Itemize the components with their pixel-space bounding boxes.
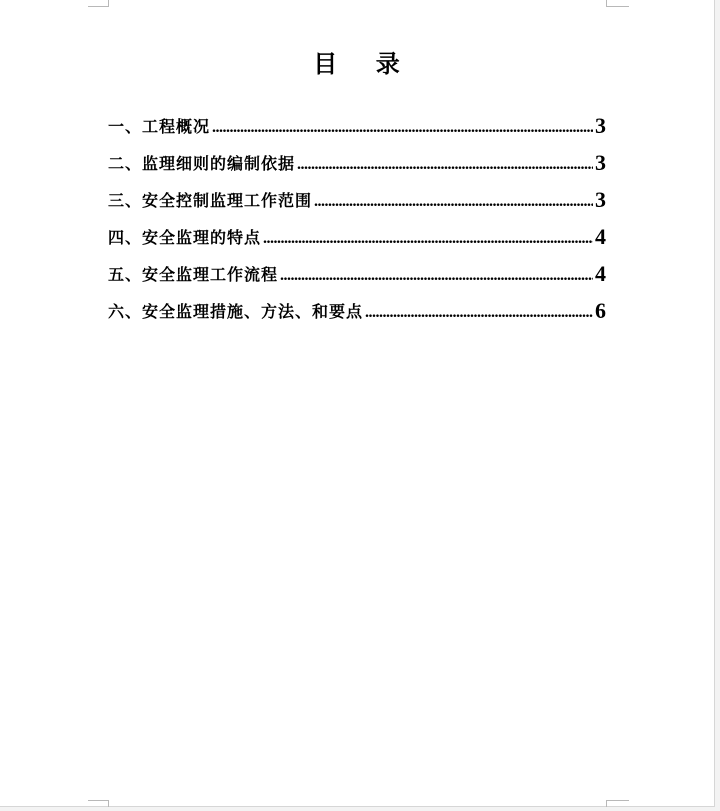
toc-page-number: 4 xyxy=(595,261,606,286)
crop-mark-bottom-right xyxy=(606,800,629,807)
toc-entry-text: 一、工程概况 xyxy=(108,117,211,136)
toc-page-number: 3 xyxy=(595,150,606,175)
toc-entry[interactable] xyxy=(108,215,606,252)
toc-leader-dots xyxy=(314,193,593,211)
table-of-contents xyxy=(108,104,606,326)
toc-entry-text: 四、安全监理的特点 xyxy=(108,228,262,247)
toc-entry-text: 二、监理细则的编制依据 xyxy=(108,154,296,173)
toc-page-number: 3 xyxy=(595,187,606,212)
toc-title: 目 录 xyxy=(313,50,401,78)
toc-page-number: 3 xyxy=(595,113,606,138)
toc-entry[interactable] xyxy=(108,252,606,289)
toc-page-number: 4 xyxy=(595,224,606,249)
toc-entry-text: 六、安全监理措施、方法、和要点 xyxy=(108,302,364,321)
toc-entry-text: 五、安全监理工作流程 xyxy=(108,265,279,284)
toc-entry[interactable] xyxy=(108,104,606,141)
toc-entry[interactable] xyxy=(108,178,606,215)
toc-page-number: 6 xyxy=(595,298,606,323)
crop-mark-bottom-left xyxy=(88,800,109,807)
toc-entry-text: 三、安全控制监理工作范围 xyxy=(108,191,313,210)
crop-mark-top-right xyxy=(606,0,629,7)
toc-leader-dots xyxy=(297,156,593,174)
toc-entry[interactable] xyxy=(108,289,606,326)
toc-leader-dots xyxy=(365,304,593,322)
toc-entry[interactable] xyxy=(108,141,606,178)
toc-leader-dots xyxy=(212,119,593,137)
crop-mark-top-left xyxy=(88,0,109,7)
toc-leader-dots xyxy=(263,230,593,248)
toc-leader-dots xyxy=(280,267,593,285)
